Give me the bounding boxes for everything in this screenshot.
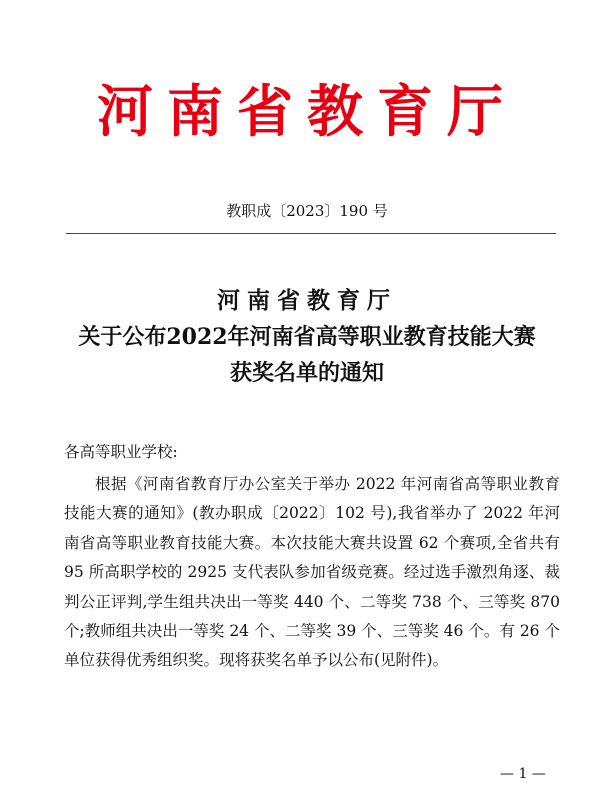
red-divider-line — [66, 233, 556, 234]
body-paragraph: 根据《河南省教育厅办公室关于举办 2022 年河南省高等职业教育技能大赛的通知》(教办职成〔2022〕102 号),我省举办了 2022 年河南省高等职业教育技能大赛。本次技能大赛共设置 62 个赛项,全省共有 95 所高职学校的 2925 支代表队参加省级竞赛。经过选手激烈角逐、裁判公正评判,学生组共决出一等奖 440 个、二等奖 738 个、三等奖 870 个;教师组共决出一等奖 24 个、二等奖 39 个、三等奖 46 个。有 26 个单位获得优秀组织奖。现将获奖名单予以公布(见附件)。 — [64, 475, 560, 670]
salutation: 各高等职业学校: — [64, 443, 178, 461]
document-number: 教职成〔2023〕190 号 — [226, 202, 388, 220]
masthead-title: 河南省教育厅 — [97, 79, 517, 145]
title-line-subject-end: 获奖名单的通知 — [229, 360, 384, 386]
title-line-issuer: 河南省教育厅 — [217, 287, 397, 314]
title-line-subject: 关于公布2022年河南省高等职业教育技能大赛 — [78, 324, 536, 350]
page-number: — 1 — — [500, 766, 546, 782]
notice-title — [40, 283, 574, 391]
